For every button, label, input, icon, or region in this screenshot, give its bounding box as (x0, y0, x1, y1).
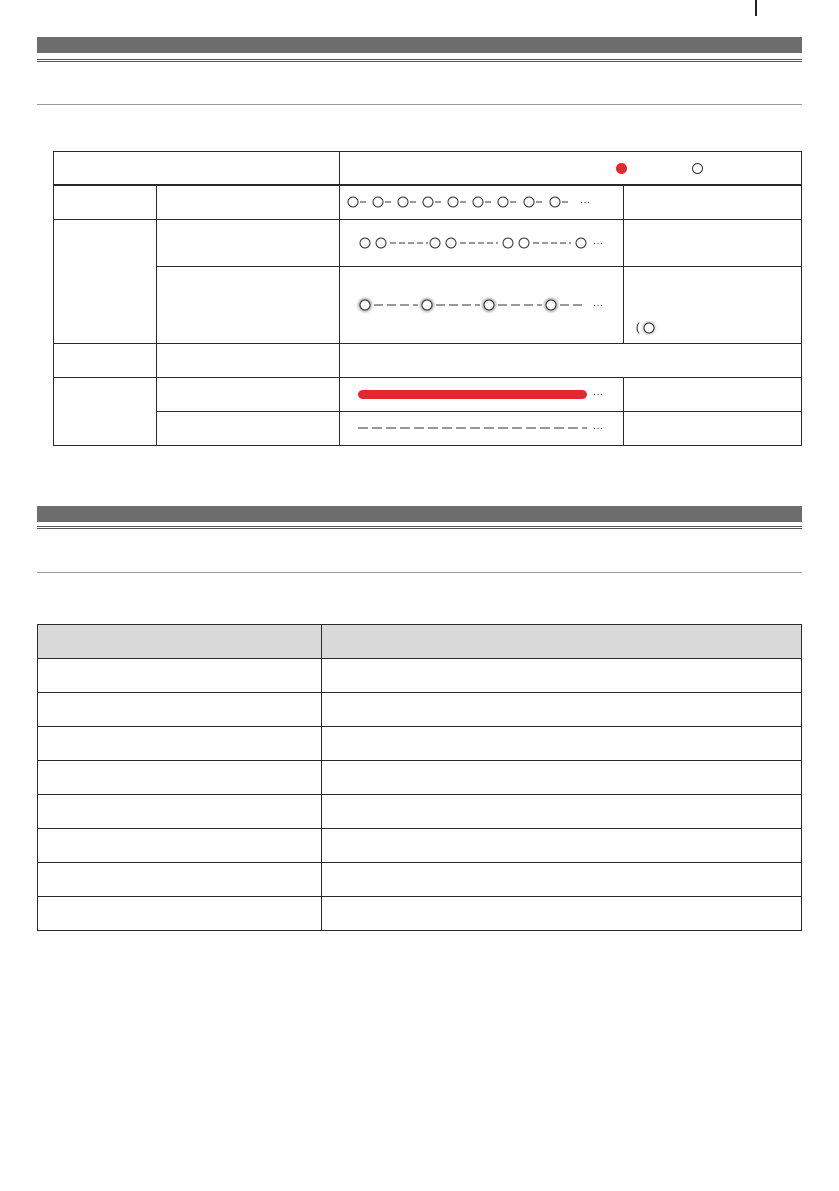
ellipsis: ··· (592, 300, 603, 311)
section-2-rule-top (37, 526, 802, 527)
table-row (54, 378, 802, 412)
table-cell (321, 829, 801, 863)
table-cell (38, 897, 322, 931)
table-row (54, 185, 802, 220)
white-led-icon (692, 163, 703, 174)
table-cell (321, 795, 801, 829)
row-label-cell (156, 267, 339, 344)
row-label-cell (156, 378, 339, 412)
pattern-blink-even (339, 185, 623, 220)
table-row (38, 863, 802, 897)
table-row (54, 412, 802, 446)
section-1-rule-top (37, 59, 802, 60)
pattern-blink-glow (339, 267, 623, 344)
table-row (38, 897, 802, 931)
section-2-table (37, 624, 802, 931)
row-note-cell (623, 412, 801, 446)
row-label-cell (156, 220, 339, 267)
row-note-cell (623, 185, 801, 220)
note-paren: ( (635, 320, 640, 334)
table-header-row (54, 152, 802, 186)
red-led-icon (616, 163, 627, 174)
table-cell (321, 863, 801, 897)
table-cell (38, 795, 322, 829)
table-row (38, 829, 802, 863)
table-cell (38, 863, 322, 897)
section-1-rule-bottom (37, 104, 802, 105)
table-header-row (38, 625, 802, 659)
pattern-dashed (339, 412, 623, 446)
table-cell (38, 693, 322, 727)
ellipsis: ··· (592, 238, 603, 249)
indicator-pattern-table (53, 151, 802, 446)
row-group-cell (54, 220, 157, 344)
row-group-cell (54, 378, 157, 446)
section-2-rule-top-2 (37, 528, 802, 529)
header-legend (339, 152, 801, 186)
table-row (38, 659, 802, 693)
row-note-cell (623, 220, 801, 267)
section-2-rule-bottom (37, 572, 802, 573)
row-group-cell (54, 185, 157, 220)
table-row (54, 267, 802, 344)
row-note-cell (623, 267, 801, 344)
glowing-white-led-icon (640, 319, 658, 337)
pattern-solid-red (339, 378, 623, 412)
table-cell (321, 727, 801, 761)
table-cell (321, 693, 801, 727)
ellipsis: ··· (592, 423, 603, 434)
ellipsis: ··· (592, 389, 603, 400)
section-2-header-band (37, 506, 802, 522)
table-row (54, 220, 802, 267)
column-header (321, 625, 801, 659)
table-row (38, 693, 802, 727)
row-label-cell (156, 185, 339, 220)
table-cell (321, 659, 801, 693)
table-cell (38, 727, 322, 761)
pattern-blink-double (339, 220, 623, 267)
table-row (54, 344, 802, 378)
row-note-cell (623, 378, 801, 412)
table-cell (38, 659, 322, 693)
section-1-rule-top-2 (37, 61, 802, 62)
table-row (38, 727, 802, 761)
column-header (38, 625, 322, 659)
row-note-cell (339, 344, 801, 378)
row-label-cell (156, 412, 339, 446)
ellipsis: ··· (579, 197, 590, 208)
table-cell (321, 897, 801, 931)
table-cell (38, 761, 322, 795)
row-group-cell (54, 344, 157, 378)
table-cell (38, 829, 322, 863)
row-label-cell (156, 344, 339, 378)
table-row (38, 795, 802, 829)
table-cell (321, 761, 801, 795)
table-row (38, 761, 802, 795)
header-left (54, 152, 340, 186)
crop-mark (755, 0, 757, 16)
section-1-header-band (37, 37, 802, 53)
